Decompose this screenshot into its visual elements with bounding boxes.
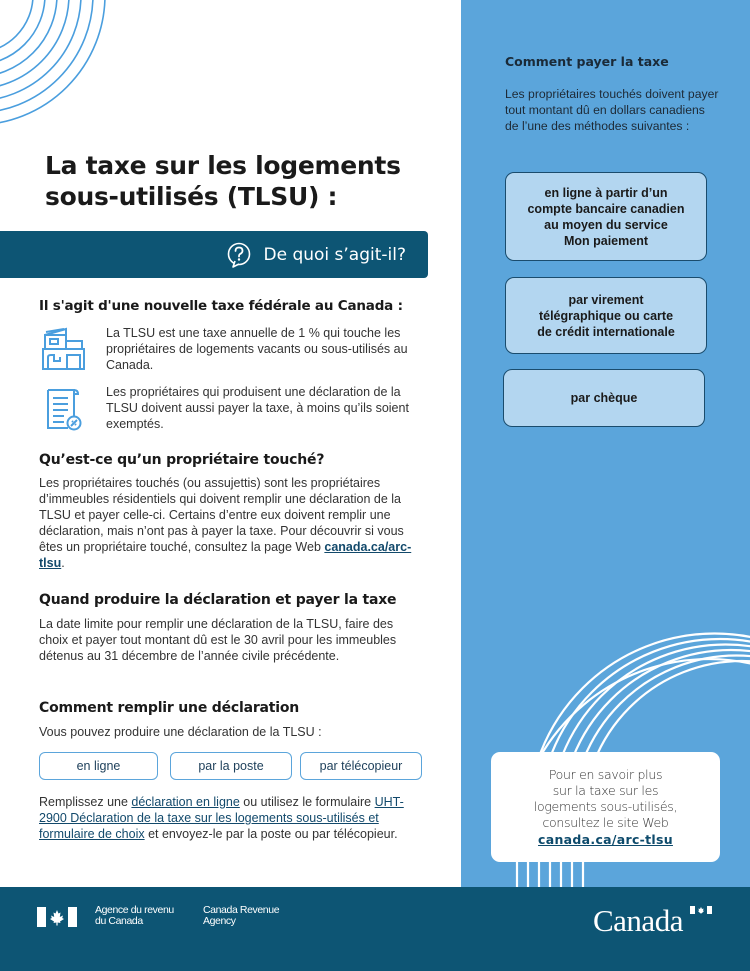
affected-heading: Qu’est-ce qu’un propriétaire touché? — [39, 452, 325, 468]
learn-more-line: Pour en savoir plus — [548, 767, 663, 782]
when-paragraph: La date limite pour remplir une déclaration de la TLSU, faire des choix et payer tout montant dû est le 30 avril pour les immeubles détenus au 31 décembre de l’année civile précédente. — [39, 617, 397, 663]
agency-name-en — [203, 905, 279, 927]
agency-name-fr — [95, 905, 174, 927]
question-chat-icon — [225, 241, 253, 269]
section-banner — [0, 231, 428, 278]
footer — [0, 887, 750, 971]
method-fax-button[interactable]: par télécopieur — [300, 752, 422, 780]
feature-text: Les propriétaires qui produisent une déclaration de la TLSU doivent aussi payer la taxe, à moins qu’ils soient exemptés. — [106, 385, 409, 431]
method-online-button[interactable]: en ligne — [39, 752, 158, 780]
feature-item — [40, 325, 416, 373]
option-line: de crédit internationale — [537, 324, 675, 339]
wordmark-flag-icon — [690, 906, 712, 914]
text: et envoyez-le par la poste ou par télécopieur. — [144, 827, 398, 841]
learn-more-link[interactable]: canada.ca/arc-tlsu — [538, 832, 673, 847]
option-line: par virement — [568, 292, 644, 307]
text: ou utilisez le formulaire — [239, 795, 375, 809]
agency-en-line: Agency — [203, 915, 236, 927]
text: Remplissez une — [39, 795, 132, 809]
canada-wordmark: Canada — [593, 903, 683, 938]
option-line: par chèque — [570, 391, 638, 405]
payment-option-cheque[interactable] — [503, 369, 705, 427]
learn-more-box — [491, 752, 720, 862]
house-icon — [40, 327, 86, 373]
affected-paragraph — [39, 475, 424, 571]
agency-fr-line: du Canada — [95, 915, 143, 927]
method-mail-button[interactable]: par la poste — [170, 752, 292, 780]
payment-description: Les propriétaires touchés doivent payer tout montant dû en dollars canadiens de l’une des méthodes suivantes : — [505, 87, 719, 133]
how-intro: Vous pouvez produire une déclaration de la TLSU : — [39, 725, 322, 739]
payment-option-wire-transfer[interactable] — [505, 277, 707, 354]
payment-heading: Comment payer la taxe — [505, 54, 669, 69]
option-line: Mon paiement — [563, 233, 649, 248]
how-paragraph — [39, 794, 424, 842]
feature-text: La TLSU est une taxe annuelle de 1 % qui touche les propriétaires de logements vacants ou sous-utilisés au Canada. — [106, 326, 408, 372]
how-heading: Comment remplir une déclaration — [39, 700, 300, 716]
learn-more-line: sur la taxe sur les — [552, 783, 659, 798]
affected-text: Les propriétaires touchés (ou assujettis) sont les propriétaires d’immeubles résidentiels qui doivent remplir une déclaration de la TLSU et payer celle-ci. Certains d’entre eux doivent remplir une déclaration, mais n’ont pas à payer la taxe. Pour découvrir si vous êtes un propriétaire touché, consultez la page Web — [39, 476, 404, 554]
when-heading: Quand produire la déclaration et payer la taxe — [39, 592, 397, 608]
title-line-2: sous-utilisés (TLSU) : — [45, 182, 338, 211]
learn-more-line: logements sous-utilisés, — [533, 799, 678, 814]
uht-2900-form-link[interactable]: UHT-2900 Déclaration de la taxe sur les logements sous-utilisés et formulaire de choix — [39, 795, 404, 841]
canada-flag-icon — [37, 907, 77, 927]
agency-en-line: Canada Revenue — [203, 904, 280, 916]
option-line: en ligne à partir d’un — [544, 185, 668, 200]
right-panel — [461, 0, 750, 887]
banner-text: De quoi s’agit-il? — [263, 244, 406, 265]
document-icon — [40, 386, 86, 432]
feature-item — [40, 384, 416, 432]
intro-heading: Il s'agit d'une nouvelle taxe fédérale au Canada : — [39, 298, 403, 314]
canada-ca-link[interactable]: canada.ca/arc-tlsu — [39, 540, 412, 570]
learn-more-line: consultez le site Web — [542, 815, 669, 830]
option-line: au moyen du service — [544, 217, 668, 232]
period: . — [61, 556, 65, 570]
payment-option-online[interactable] — [505, 172, 707, 261]
page-title — [45, 150, 401, 212]
option-line: télégraphique ou carte — [538, 308, 674, 323]
title-line-1: La taxe sur les logements — [45, 151, 401, 180]
option-line: compte bancaire canadien — [527, 201, 685, 216]
online-return-link[interactable]: déclaration en ligne — [131, 795, 240, 809]
agency-fr-line: Agence du revenu — [95, 904, 174, 916]
